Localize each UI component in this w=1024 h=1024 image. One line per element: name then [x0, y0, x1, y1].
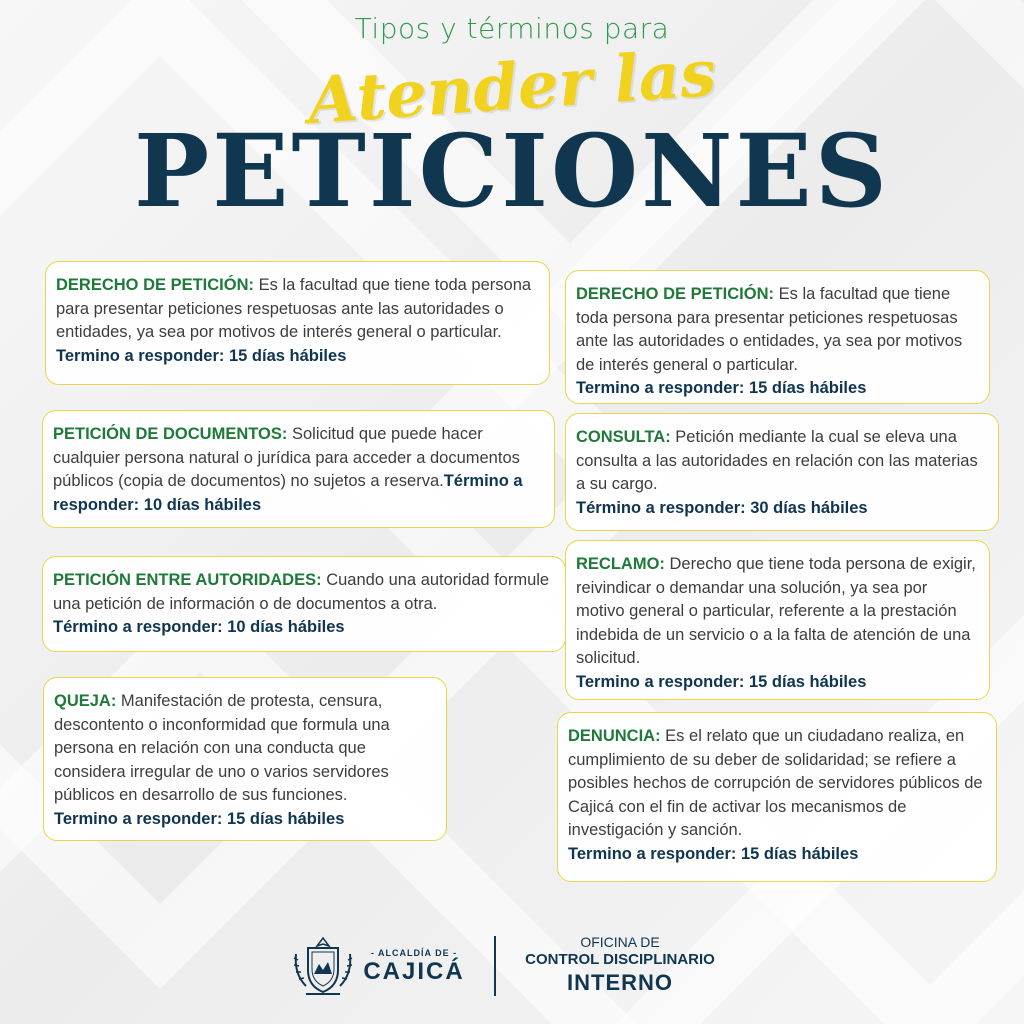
alcaldia-name: CAJICÁ [363, 958, 465, 985]
office-line-3: INTERNO [567, 970, 673, 995]
header-subtitle: Tipos y términos para [354, 12, 670, 45]
card-body: Es el relato que un ciudadano realiza, en cumplimiento de su deber de solidaridad; se refiere a posibles hechos de corrupción de servidores públicos de Cajicá con el fin de activar los mecanismos de investigación y sanción. [568, 727, 983, 839]
card-heading: DERECHO DE PETICIÓN: [56, 276, 255, 294]
card-body: Cuando una autoridad formule una petición de información o de documentos a otra. [53, 571, 550, 613]
card-peticion-entre-autoridades [42, 556, 566, 652]
card-heading: DENUNCIA: [568, 727, 661, 745]
card-term: Termino a responder: 15 días hábiles [576, 672, 867, 691]
card-body: Es la facultad que tiene toda persona para presentar peticiones respetuosas ante las autoridades o entidades, ya sea por motivos de interés general o particular. [576, 285, 963, 374]
card-body: Petición mediante la cual se eleva una consulta a las autoridades en relación con las materias a su cargo. [576, 428, 978, 493]
card-derecho-peticion-1 [45, 261, 550, 385]
card-heading: CONSULTA: [576, 428, 671, 446]
card-heading: QUEJA: [54, 692, 117, 710]
card-body: Solicitud que puede hacer cualquier persona natural o jurídica para acceder a documentos públicos (copia de documentos) no sujetos a reserva. [53, 425, 520, 490]
card-consulta [565, 413, 999, 531]
card-body: Es la facultad que tiene toda persona para presentar peticiones respetuosas ante las autoridades o entidades, ya sea por motivos de interés general o particular. [56, 276, 532, 341]
header-script-text: Atender las [305, 35, 719, 140]
office-line-2: CONTROL DISCIPLINARIO [525, 951, 715, 968]
coat-of-arms-icon [292, 934, 354, 1000]
card-peticion-documentos [42, 410, 555, 528]
card-heading: DERECHO DE PETICIÓN: [576, 285, 775, 303]
card-body: Derecho que tiene toda persona de exigir, reivindicar o demandar una solución, ya sea por motivo general o particular, referente a la prestación indebida de un servicio o a la falta de atención de una solicitud. [576, 555, 976, 667]
card-derecho-peticion-2 [565, 270, 990, 404]
card-queja [43, 677, 447, 841]
card-heading: PETICIÓN DE DOCUMENTOS: [53, 425, 288, 443]
card-term: Término a responder: 30 días hábiles [576, 498, 868, 517]
card-term: Término a responder: 10 días hábiles [53, 618, 345, 636]
card-denuncia [557, 712, 997, 882]
footer-divider [494, 936, 496, 996]
card-body: Manifestación de protesta, censura, descontento o inconformidad que formula una persona en relación con una conducta que considera irregular de uno o varios servidores públicos en desarrollo de sus funciones. [54, 692, 390, 804]
card-reclamo [565, 540, 990, 700]
card-term: Término a responder: 10 días hábiles [53, 472, 523, 514]
alcaldia-label: - ALCALDÍA DE - [370, 948, 458, 958]
card-term: Termino a responder: 15 días hábiles [54, 809, 345, 828]
card-term: Termino a responder: 15 días hábiles [568, 844, 859, 863]
card-term: Termino a responder: 15 días hábiles [56, 346, 347, 365]
office-line-1: OFICINA DE [580, 934, 660, 950]
card-heading: RECLAMO: [576, 555, 665, 573]
card-term: Termino a responder: 15 días hábiles [576, 379, 867, 397]
card-heading: PETICIÓN ENTRE AUTORIDADES: [53, 571, 322, 589]
page-title: PETICIONES [134, 112, 890, 230]
footer [0, 930, 1024, 1010]
